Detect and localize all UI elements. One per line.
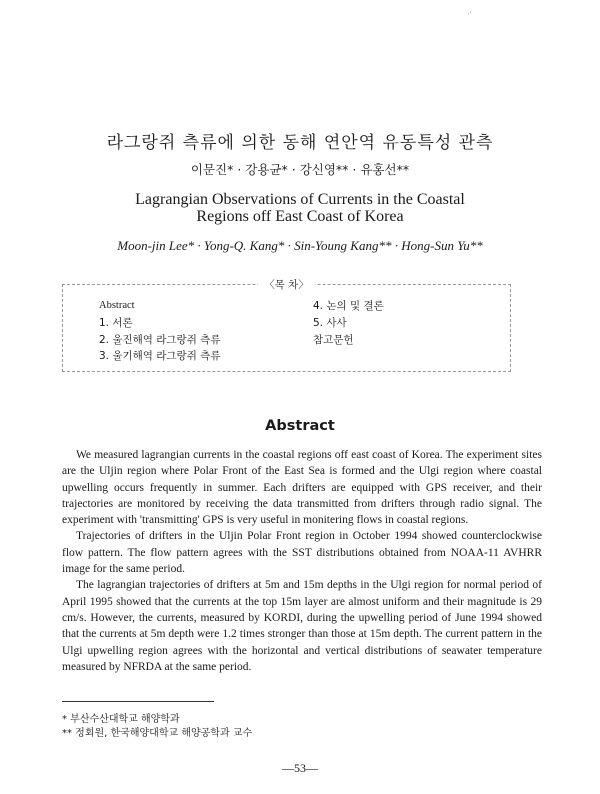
korean-authors: 이문진* · 강용균* · 강신영** · 유홍선** <box>190 162 410 177</box>
toc-item: 2. 울진해역 라그랑쥐 측류 <box>99 334 221 346</box>
abstract-paragraph: Trajectories of drifters in the Uljin Polar Front region in October 1994 showed counterclockwise flow pattern. The flow pattern agrees with the SST distributions obtained from NOAA-11 AVHRR image for the same period. <box>62 530 542 576</box>
toc-item: 3. 울기해역 라그랑쥐 측류 <box>99 350 221 362</box>
english-title-line-1: Lagrangian Observations of Currents in the Coastal <box>135 191 465 208</box>
table-of-contents <box>62 279 511 372</box>
footnote-divider <box>62 701 214 702</box>
toc-heading: 〈목 차〉 <box>63 277 510 292</box>
toc-item: 5. 사사 <box>313 317 347 329</box>
toc-item: Abstract <box>99 300 135 311</box>
abstract-body <box>62 447 542 675</box>
footnote: * 부산수산대학교 해양학과 <box>62 714 180 725</box>
korean-title: 라그랑쥐 측류에 의한 동해 연안역 유동특성 관측 <box>106 133 494 153</box>
footnote: ** 정회원, 한국해양대학교 해양공학과 교수 <box>62 728 253 739</box>
scan-artifact: ·' <box>467 10 472 19</box>
toc-item: 참고문헌 <box>313 334 354 346</box>
toc-item: 4. 논의 및 결론 <box>313 300 384 312</box>
abstract-paragraph: The lagrangian trajectories of drifters at 5m and 15m depths in the Ulgi region for normal period of April 1995 showed that the currents at the top 15m layer are almost uniform and their magnitude is 29 cm/s. However, the currents, measured by KORDI, during the upwelling period of June 1994 showed that the currents at 5m depth were 1.2 times stronger than those at 15m depth. The current pattern in the Ulgi upwelling region agrees with the horizontal and vertical distributions of seawater temperature measured by NFRDA at the same period. <box>62 579 542 673</box>
english-title-line-2: Regions off East Coast of Korea <box>196 208 404 225</box>
toc-item: 1. 서론 <box>99 317 133 329</box>
abstract-heading: Abstract <box>265 418 335 434</box>
abstract-paragraph: We measured lagrangian currents in the coastal regions off east coast of Korea. The experiment sites are the Uljin region where Polar Front of the East Sea is formed and the Ulgi region where coastal upwelling occurs frequently in summer. Each drifters are equipped with GPS receiver, and their trajectories are monitored by receiving the data transmitted from drifters through radio signal. The experiment with 'transmitting' GPS is very useful in monitering flows in coastal regions. <box>62 449 542 527</box>
page-number: —53— <box>282 761 318 775</box>
english-authors: Moon-jin Lee* · Yong-Q. Kang* · Sin-Young Kang** · Hong-Sun Yu** <box>117 238 483 253</box>
